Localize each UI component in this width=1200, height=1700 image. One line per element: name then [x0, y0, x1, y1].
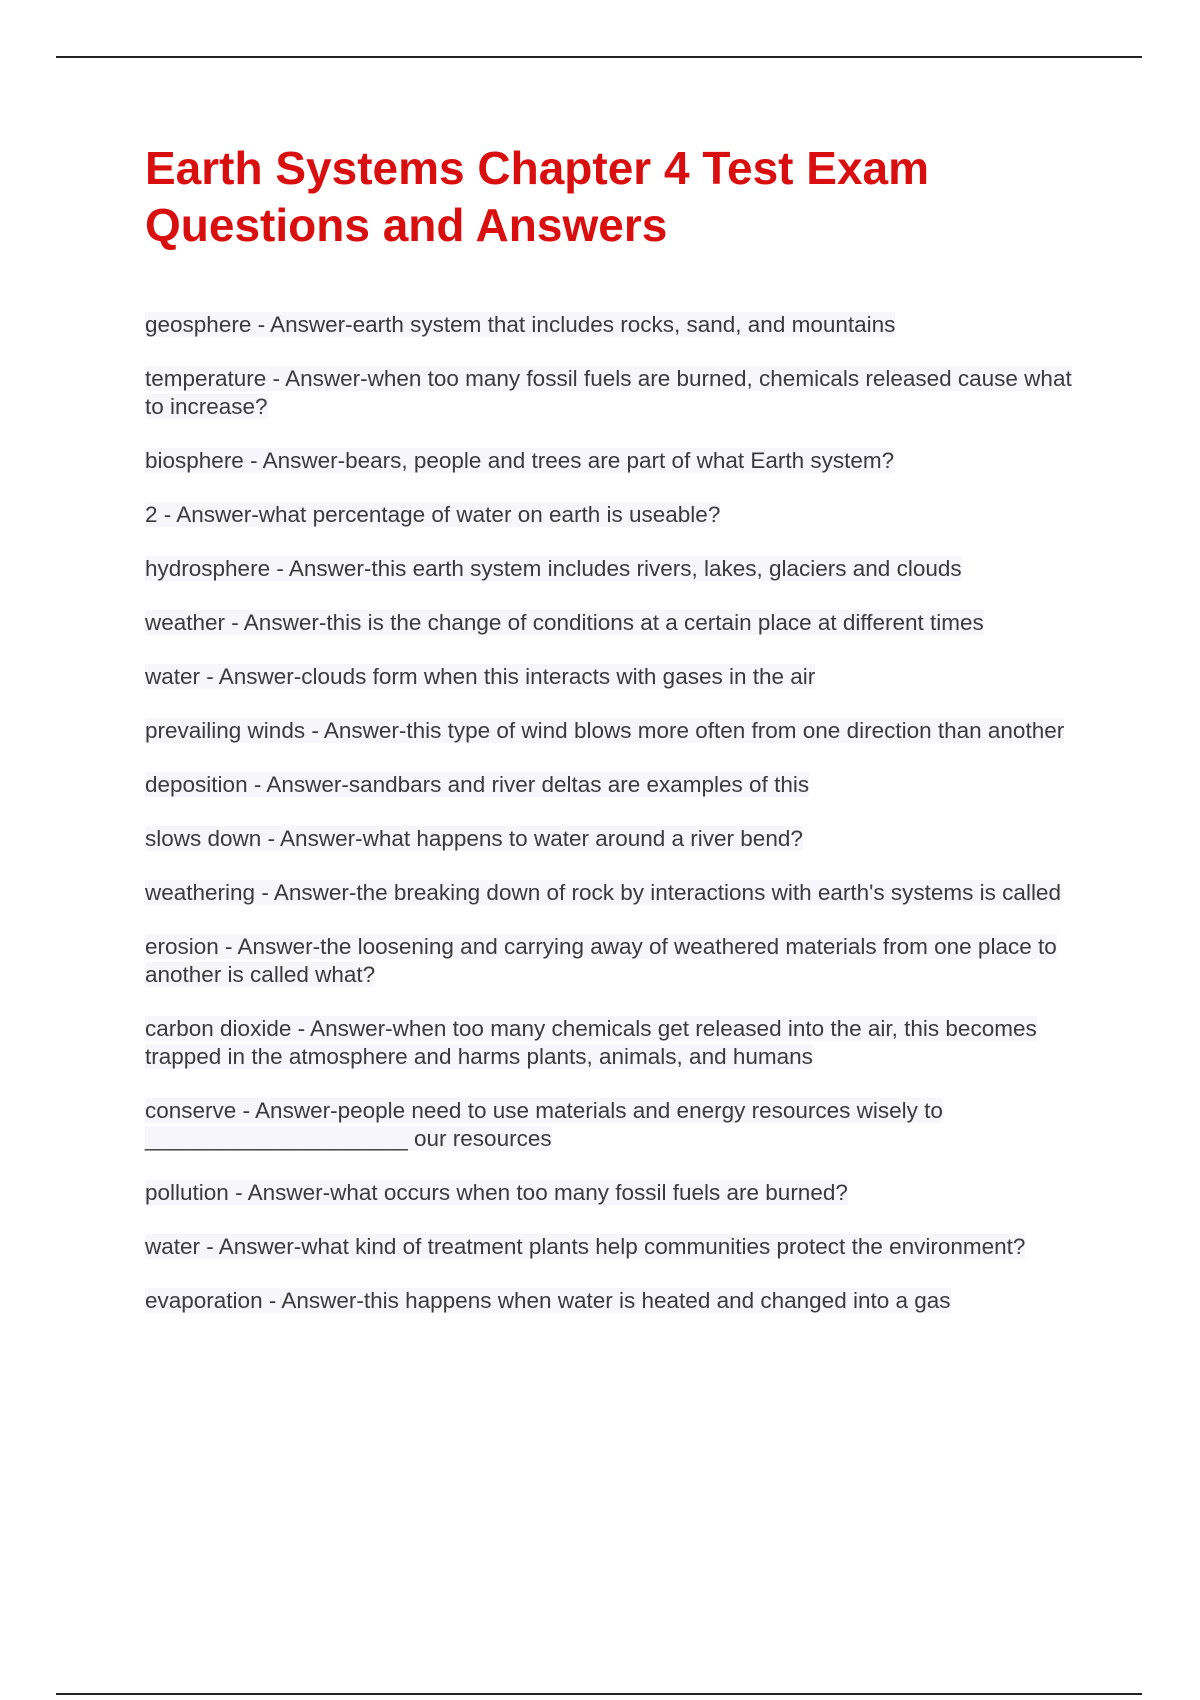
qa-text: conserve - Answer-people need to use materials and energy resources wisely to _____________________ our resources [145, 1098, 943, 1151]
qa-item [145, 447, 1095, 475]
qa-text: weather - Answer-this is the change of conditions at a certain place at different times [145, 610, 984, 635]
qa-item [145, 1233, 1095, 1261]
qa-item [145, 717, 1095, 745]
qa-text: weathering - Answer-the breaking down of rock by interactions with earth's systems is called [145, 880, 1061, 905]
qa-text: deposition - Answer-sandbars and river deltas are examples of this [145, 772, 810, 797]
qa-item [145, 365, 1095, 421]
qa-text: slows down - Answer-what happens to water around a river bend? [145, 826, 803, 851]
qa-item [145, 879, 1095, 907]
qa-text: evaporation - Answer-this happens when water is heated and changed into a gas [145, 1288, 951, 1313]
qa-item [145, 555, 1095, 583]
qa-text: pollution - Answer-what occurs when too many fossil fuels are burned? [145, 1180, 848, 1205]
qa-text: hydrosphere - Answer-this earth system includes rivers, lakes, glaciers and clouds [145, 556, 962, 581]
qa-item [145, 501, 1095, 529]
qa-item [145, 1097, 1095, 1153]
qa-text: water - Answer-what kind of treatment plants help communities protect the environment? [145, 1234, 1026, 1259]
qa-text: prevailing winds - Answer-this type of wind blows more often from one direction than another [145, 718, 1065, 743]
qa-item [145, 933, 1095, 989]
qa-item [145, 771, 1095, 799]
qa-text: erosion - Answer-the loosening and carrying away of weathered materials from one place to another is called what? [145, 934, 1057, 987]
qa-text: temperature - Answer-when too many fossil fuels are burned, chemicals released cause what to increase? [145, 366, 1072, 419]
qa-text: biosphere - Answer-bears, people and trees are part of what Earth system? [145, 448, 895, 473]
qa-item [145, 663, 1095, 691]
qa-text: 2 - Answer-what percentage of water on earth is useable? [145, 502, 721, 527]
qa-text: carbon dioxide - Answer-when too many chemicals get released into the air, this becomes trapped in the atmosphere and harms plants, animals, and humans [145, 1016, 1037, 1069]
qa-item [145, 311, 1095, 339]
qa-item [145, 1179, 1095, 1207]
bottom-rule [56, 1693, 1142, 1695]
page-title: Earth Systems Chapter 4 Test Exam Questions and Answers [145, 142, 930, 251]
qa-item [145, 1287, 1095, 1315]
qa-item [145, 1015, 1095, 1071]
qa-item [145, 825, 1095, 853]
qa-text: water - Answer-clouds form when this interacts with gases in the air [145, 664, 816, 689]
qa-list [145, 311, 1095, 1341]
qa-item [145, 609, 1095, 637]
top-rule [56, 56, 1142, 58]
qa-text: geosphere - Answer-earth system that includes rocks, sand, and mountains [145, 312, 896, 337]
